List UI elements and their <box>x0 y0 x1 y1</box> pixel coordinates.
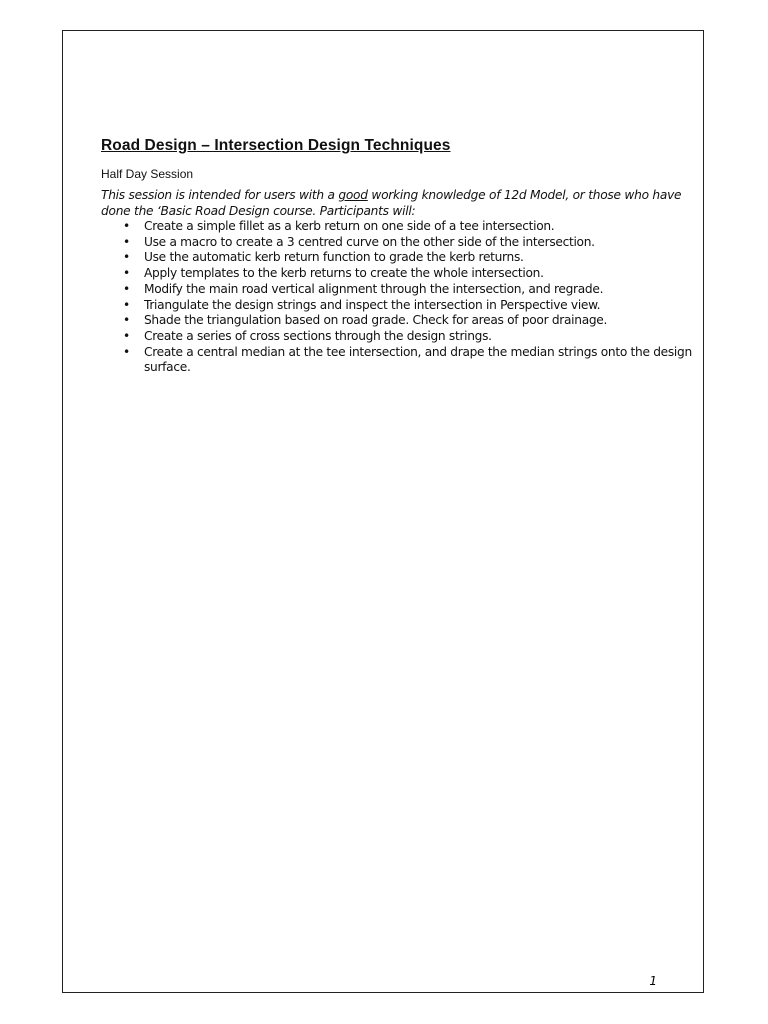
list-item-text: Create a series of cross sections through the design strings. <box>144 328 492 343</box>
list-item <box>123 282 699 298</box>
list-item-text: Shade the triangulation based on road grade. Check for areas of poor drainage. <box>144 313 608 328</box>
list-item <box>123 266 699 282</box>
page-number: 1 <box>649 974 657 988</box>
bullet-icon: • <box>123 328 130 343</box>
list-item-text: Create a central median at the tee intersection, and drape the median strings onto the design surface. <box>144 344 692 375</box>
intro-underlined-word: good <box>338 188 368 202</box>
list-item <box>123 313 699 329</box>
list-item-text: Create a simple fillet as a kerb return on one side of a tee intersection. <box>144 219 555 233</box>
bullet-icon: • <box>123 297 130 312</box>
list-item-text: Use the automatic kerb return function to grade the kerb returns. <box>144 250 524 265</box>
list-item <box>123 219 699 235</box>
intro-text-end: working knowledge of 12d Model, or those who have done the ‘Basic Road Design course. Participants will: <box>101 188 682 218</box>
list-item-text: Use a macro to create a 3 centred curve on the other side of the intersection. <box>144 234 595 249</box>
list-item-text: Apply templates to the kerb returns to create the whole intersection. <box>144 266 544 281</box>
page-content <box>101 137 701 376</box>
objectives-list <box>101 219 701 376</box>
bullet-icon: • <box>123 219 130 233</box>
list-item <box>123 235 699 251</box>
intro-text-start: This session is intended for users with a <box>101 188 339 202</box>
session-length: Half Day Session <box>101 167 194 181</box>
list-item-text: Modify the main road vertical alignment through the intersection, and regrade. <box>144 281 604 296</box>
list-item <box>123 250 699 266</box>
bullet-icon: • <box>123 250 130 265</box>
list-item-text: Triangulate the design strings and inspect the intersection in Perspective view. <box>144 297 601 312</box>
bullet-icon: • <box>123 266 130 281</box>
list-item <box>123 298 699 314</box>
bullet-icon: • <box>123 281 130 296</box>
bullet-icon: • <box>123 234 130 249</box>
list-item <box>123 329 699 345</box>
document-title: Road Design – Intersection Design Techniques <box>101 137 451 154</box>
list-item <box>123 345 699 376</box>
intro-paragraph <box>101 187 701 219</box>
bullet-icon: • <box>123 313 130 328</box>
bullet-icon: • <box>123 344 130 359</box>
document-page <box>62 30 704 993</box>
